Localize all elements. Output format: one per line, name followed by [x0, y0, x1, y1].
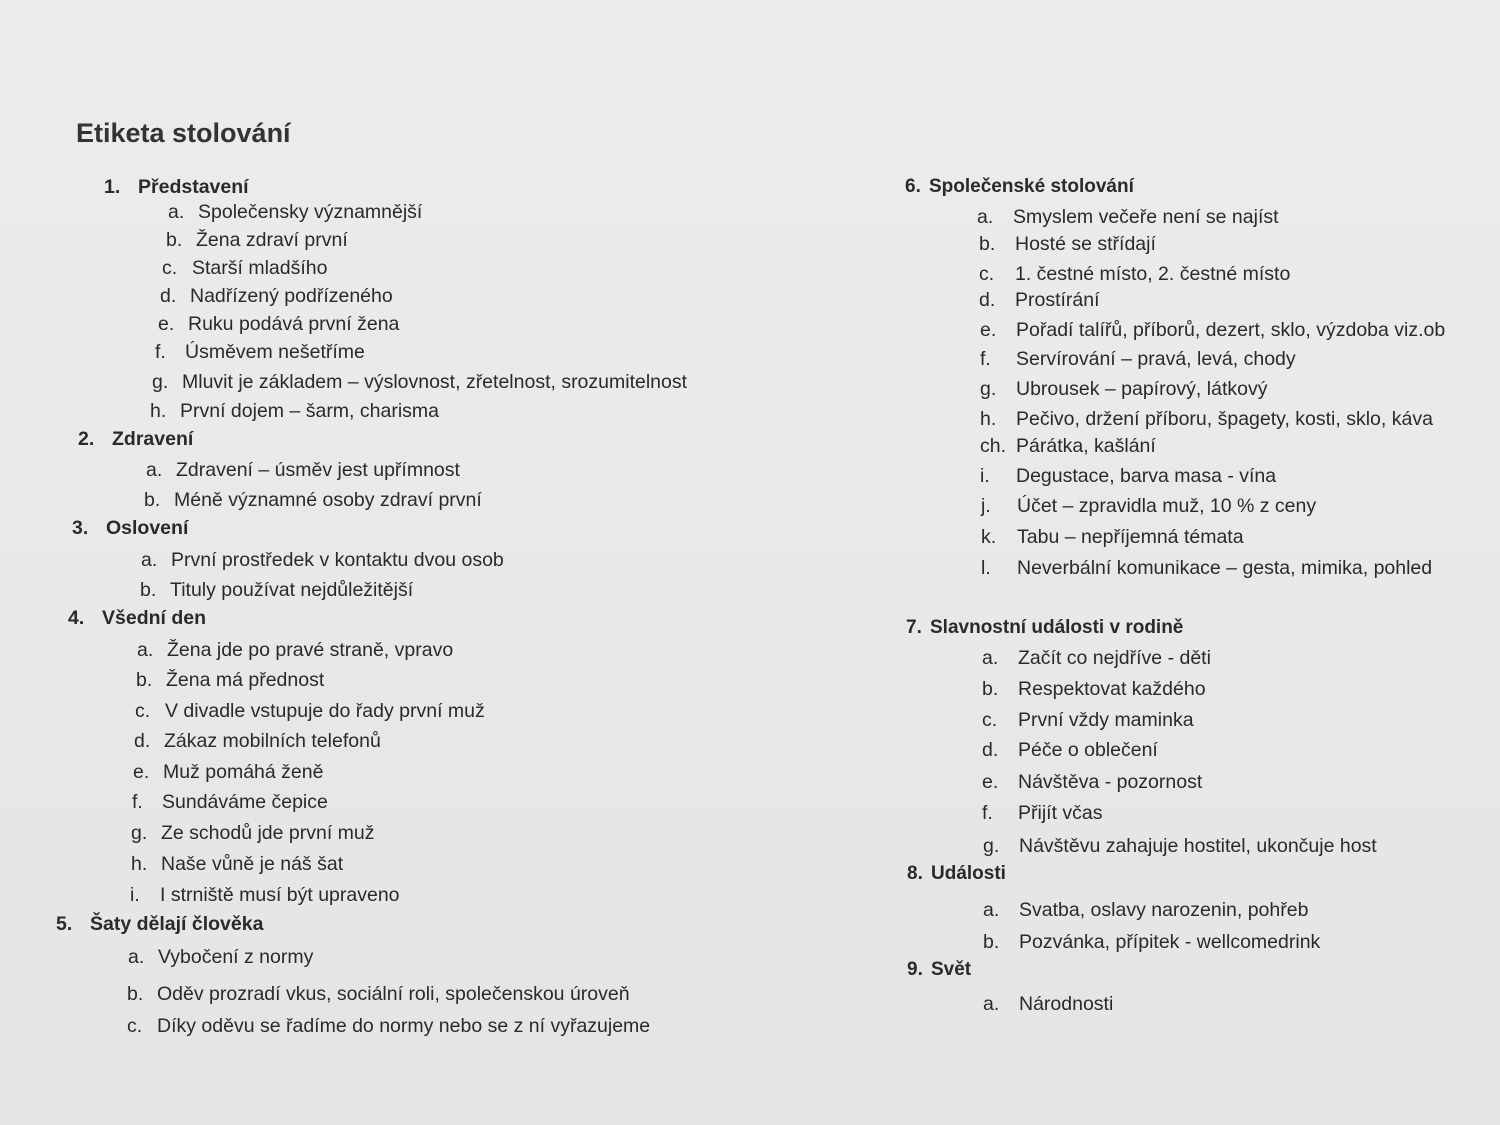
list-item [141, 548, 504, 572]
list-item-letter: f. [155, 341, 166, 363]
list-item-text: Servírování – pravá, levá, chody [1016, 348, 1296, 370]
list-item-text: Začít co nejdříve - děti [1018, 647, 1211, 669]
list-item-text: Párátka, kašlání [1016, 435, 1156, 457]
list-item [132, 790, 328, 814]
list-item [983, 898, 1308, 922]
list-item-text: Úsměvem nešetříme [185, 341, 365, 363]
list-item [980, 434, 1156, 458]
list-item-letter: b. [144, 489, 161, 511]
section-heading-text: Všední den [102, 607, 207, 629]
list-item-letter: a. [168, 201, 185, 223]
section-heading-text: Slavnostní události v rodině [930, 617, 1184, 638]
list-item [150, 399, 439, 423]
list-item [158, 312, 399, 336]
list-item [980, 318, 1445, 342]
section-heading-text: Oslovení [106, 517, 189, 539]
list-item-text: Přijít včas [1018, 802, 1103, 824]
list-item-letter: g. [152, 371, 169, 393]
list-item-letter: f. [132, 791, 143, 813]
list-item-letter: h. [150, 400, 167, 422]
list-item-letter: b. [127, 983, 144, 1005]
section-heading-osloveni [72, 516, 188, 540]
list-item-text: Zákaz mobilních telefonů [164, 730, 381, 752]
list-item-letter: a. [977, 206, 994, 228]
list-item-letter: ch. [980, 435, 1007, 457]
list-item [127, 982, 630, 1006]
list-item [127, 1014, 650, 1038]
list-item [983, 834, 1377, 858]
list-item-text: Sundáváme čepice [162, 791, 328, 813]
list-item-text: Díky oděvu se řadíme do normy nebo se z ní vyřazujeme [157, 1015, 651, 1037]
list-item-text: Prostírání [1015, 289, 1100, 311]
list-item-letter: e. [982, 771, 999, 793]
section-number: 5. [56, 913, 73, 935]
section-number: 3. [72, 517, 89, 539]
list-item-letter: h. [131, 853, 148, 875]
list-item-text: Ruku podává první žena [188, 313, 400, 335]
list-item [160, 284, 393, 308]
list-item-text: Žena jde po pravé straně, vpravo [167, 639, 454, 661]
list-item [135, 699, 485, 723]
section-heading-text: Šaty dělají člověka [90, 913, 264, 935]
list-item-text: Národnosti [1019, 993, 1114, 1015]
list-item-text: V divadle vstupuje do řady první muž [165, 700, 485, 722]
list-item-text: Méně významné osoby zdraví první [174, 489, 482, 511]
list-item-letter: b. [136, 669, 153, 691]
section-number: 1. [104, 176, 121, 198]
list-item-text: Oděv prozradí vkus, sociální roli, společenskou úroveň [157, 983, 630, 1005]
list-item [144, 488, 482, 512]
list-item [168, 200, 422, 224]
section-number: 8. [907, 863, 923, 884]
list-item-text: Tituly používat nejdůležitější [170, 579, 414, 601]
list-item-letter: h. [980, 408, 997, 430]
list-item [981, 525, 1244, 549]
section-number: 7. [906, 617, 922, 638]
list-item-letter: b. [982, 678, 999, 700]
list-item-letter: a. [137, 639, 154, 661]
list-item-text: Pečivo, držení příboru, špagety, kosti, sklo, káva [1016, 408, 1433, 430]
list-item-letter: f. [982, 802, 993, 824]
list-item-letter: b. [166, 229, 183, 251]
list-item-letter: k. [981, 526, 997, 548]
list-item-text: Ubrousek – papírový, látkový [1016, 378, 1268, 400]
list-item [983, 930, 1320, 954]
list-item [980, 464, 1276, 488]
list-item-text: Smyslem večeře není se najíst [1013, 206, 1279, 228]
section-heading-text: Svět [931, 959, 972, 980]
list-item-text: Hosté se střídají [1015, 233, 1156, 255]
list-item [979, 232, 1156, 256]
list-item-letter: d. [979, 289, 996, 311]
list-item-text: Nadřízený podřízeného [190, 285, 393, 307]
section-heading-text: Představení [138, 176, 249, 198]
list-item [983, 992, 1113, 1016]
list-item-text: Mluvit je základem – výslovnost, zřetelnost, srozumitelnost [182, 371, 688, 393]
list-item [162, 256, 327, 280]
list-item-letter: a. [982, 647, 999, 669]
list-item-letter: a. [983, 899, 1000, 921]
list-item-text: Tabu – nepříjemná témata [1017, 526, 1244, 548]
section-heading-vsedni-den [68, 606, 206, 630]
list-item-letter: b. [979, 233, 996, 255]
list-item-letter: c. [135, 700, 151, 722]
section-number: 4. [68, 607, 85, 629]
list-item-letter: b. [140, 579, 157, 601]
list-item [980, 407, 1433, 431]
list-item-text: Žena zdraví první [196, 229, 348, 251]
list-item [977, 205, 1279, 229]
list-item-text: Vybočení z normy [158, 946, 314, 968]
list-item-text: Žena má přednost [166, 669, 325, 691]
list-item [981, 494, 1316, 518]
section-number: 6. [905, 176, 921, 197]
list-item-text: Svatba, oslavy narozenin, pohřeb [1019, 899, 1309, 921]
list-item-letter: a. [141, 549, 158, 571]
list-item-letter: l. [981, 557, 991, 579]
list-item [980, 347, 1296, 371]
section-heading-text: Společenské stolování [929, 176, 1134, 197]
list-item [137, 638, 453, 662]
list-item [133, 760, 323, 784]
list-item-letter: d. [982, 739, 999, 761]
section-heading-spolecenske-stolovani [905, 175, 1134, 199]
list-item [128, 945, 313, 969]
list-item-text: Naše vůně je náš šat [161, 853, 344, 875]
list-item [980, 377, 1267, 401]
document-title: Etiketa stolování [76, 118, 291, 148]
list-item-text: Respektovat každého [1018, 678, 1206, 700]
list-item [131, 821, 375, 845]
list-item-letter: d. [134, 730, 151, 752]
list-item-text: Starší mladšího [192, 257, 328, 279]
list-item-text: Pozvánka, přípitek - wellcomedrink [1019, 931, 1321, 953]
section-heading-text: Zdravení [112, 428, 194, 450]
section-heading-udalosti [907, 862, 1006, 886]
list-item-letter: c. [162, 257, 178, 279]
list-item [130, 883, 400, 907]
section-heading-saty-delaji-cloveka [56, 912, 263, 936]
list-item-text: Návštěvu zahajuje hostitel, ukončuje host [1019, 835, 1377, 857]
list-item [134, 729, 381, 753]
list-item-text: Návštěva - pozornost [1018, 771, 1203, 793]
list-item [982, 801, 1103, 825]
section-heading-zdraveni [78, 427, 193, 451]
list-item-text: První dojem – šarm, charisma [180, 400, 439, 422]
list-item-letter: g. [131, 822, 148, 844]
list-item-text: 1. čestné místo, 2. čestné místo [1015, 263, 1291, 285]
list-item [979, 262, 1290, 286]
list-item-letter: i. [980, 465, 990, 487]
list-item-letter: c. [127, 1015, 143, 1037]
list-item [146, 458, 460, 482]
list-item [982, 708, 1194, 732]
list-item-letter: i. [130, 884, 140, 906]
list-item-letter: f. [980, 348, 991, 370]
list-item-letter: b. [983, 931, 1000, 953]
list-item-letter: c. [979, 263, 995, 285]
section-number: 9. [907, 959, 923, 980]
list-item [982, 646, 1211, 670]
section-heading-svet [907, 958, 971, 982]
list-item [982, 770, 1202, 794]
list-item [166, 228, 348, 252]
list-item [136, 668, 324, 692]
list-item-letter: e. [980, 319, 997, 341]
list-item [982, 677, 1206, 701]
section-heading-slavnostni-udalosti-v-rodine [906, 616, 1183, 640]
list-item-letter: a. [146, 459, 163, 481]
list-item-letter: c. [982, 709, 998, 731]
list-item [131, 852, 343, 876]
list-item-letter: g. [983, 835, 1000, 857]
list-item-text: Péče o oblečení [1018, 739, 1158, 761]
list-item-text: Pořadí talířů, příborů, dezert, sklo, výzdoba viz.ob [1016, 319, 1446, 341]
list-item-text: Společensky významnější [198, 201, 423, 223]
list-item-text: Ze schodů jde první muž [161, 822, 375, 844]
list-item-text: První prostředek v kontaktu dvou osob [171, 549, 504, 571]
list-item-text: Muž pomáhá ženě [163, 761, 324, 783]
section-heading-predstaveni [104, 175, 249, 199]
list-item [982, 738, 1158, 762]
list-item-letter: e. [133, 761, 150, 783]
list-item [152, 370, 687, 394]
list-item [979, 288, 1100, 312]
list-item-letter: a. [128, 946, 145, 968]
list-item-text: První vždy maminka [1018, 709, 1194, 731]
list-item [155, 340, 365, 364]
list-item-text: Zdravení – úsměv jest upřímnost [176, 459, 460, 481]
list-item-text: I strniště musí být upraveno [160, 884, 400, 906]
list-item-text: Účet – zpravidla muž, 10 % z ceny [1017, 495, 1317, 517]
list-item-letter: g. [980, 378, 997, 400]
list-item [140, 578, 413, 602]
list-item-text: Degustace, barva masa - vína [1016, 465, 1277, 487]
list-item-letter: a. [983, 993, 1000, 1015]
list-item [981, 556, 1432, 580]
list-item-letter: d. [160, 285, 177, 307]
section-heading-text: Události [931, 863, 1006, 884]
list-item-text: Neverbální komunikace – gesta, mimika, pohled [1017, 557, 1433, 579]
section-number: 2. [78, 428, 95, 450]
list-item-letter: j. [981, 495, 991, 517]
list-item-letter: e. [158, 313, 175, 335]
